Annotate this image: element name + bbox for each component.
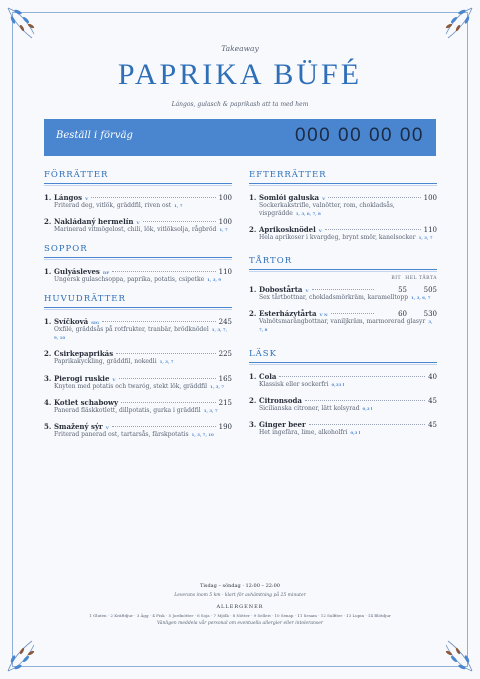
allergens-list: 1 Gluten · 2 Kräftdjur · 3 Ägg · 4 Fisk · 5 Jordnötter · 6 Soja · 7 Mjölk · 8 Nötter · 9 Selleri · 10 Senap · 11 Sesam · 12 Sulfiter · 13 Lupin · 14 Blötdjur (89, 613, 391, 618)
menu-item (249, 285, 437, 302)
dot-leader (305, 400, 425, 401)
section-heading: EFTERRÄTTER (249, 170, 437, 184)
menu-item-row (249, 420, 437, 429)
item-description-text: Klassisk eller sockerfri (259, 380, 329, 388)
menu-item (44, 398, 232, 415)
menu-item-row (44, 398, 232, 407)
dot-leader (102, 321, 215, 322)
item-name: Citronsoda (259, 395, 302, 405)
restaurant-title: PAPRIKA BÜFÉ (117, 58, 363, 91)
section-tartor (249, 256, 437, 334)
opening-hours: Tisdag – söndag · 12:00 – 22:00 (199, 583, 280, 589)
footer (0, 583, 480, 626)
item-description-text: Sockerkakstrifle, valnötter, rom, chokladsås, vispgrädde (259, 202, 395, 218)
dot-leader (116, 353, 215, 354)
menu-item-row (44, 374, 232, 383)
order-label: Beställ i förväg (56, 130, 133, 141)
item-price: 100 (423, 194, 437, 202)
item-number: 2. (44, 349, 52, 359)
item-description-text: Valnötsmarängbottnar, vaniljkräm, marmorerad glasyr (259, 318, 426, 326)
item-price: 45 (428, 420, 437, 429)
allergens-heading: ALLERGENER (216, 604, 264, 610)
allergen-codes: 0,3 l (350, 429, 361, 435)
item-price: 100 (218, 194, 232, 202)
item-description (259, 318, 437, 334)
allergens-note: Vänligen meddela vår personal om eventuella allergier eller intoleranser (156, 621, 324, 626)
leaf-ornament-icon (416, 4, 476, 64)
allergen-codes: 1, 3, 7 (203, 407, 218, 413)
item-number: 1. (249, 371, 257, 381)
diet-tag: V (105, 424, 109, 430)
diet-tag: V (136, 220, 140, 226)
item-description-text: Knyten med potatis och twaróg, stekt lök, gräddfil (54, 382, 208, 390)
item-name: Csirkepaprikás (54, 349, 114, 359)
right-column (249, 170, 437, 447)
item-description-text: Sex tårtbottnar, chokladsmörkräm, karamelltopp (259, 294, 409, 302)
item-price: 225 (218, 350, 232, 359)
allergen-codes: 1, 3, 7, 9, 10 (54, 327, 228, 341)
item-name: Svíčková (54, 317, 89, 327)
item-description-text: Friterad panerad ost, tartarsås, färskpotatis (54, 430, 189, 438)
item-description-text: Hela aprikoser i kvargdeg, brynt smör, kanelsocker (259, 234, 416, 242)
item-description (54, 276, 232, 284)
delivery-note: Leverans inom 5 km · klart för avhämtning på 25 minuter (174, 593, 306, 598)
menu-item (249, 193, 437, 218)
item-number: 1. (44, 267, 52, 277)
price-slice: 55 (398, 286, 407, 295)
item-name: Kotlet schabowy (54, 397, 119, 407)
menu-item-row (249, 225, 437, 234)
left-column (44, 170, 232, 449)
dot-leader (143, 221, 216, 222)
dot-leader (331, 313, 374, 314)
item-description (259, 429, 437, 437)
item-description-text: Friterad deg, vitlök, gräddfil, riven ost (54, 202, 172, 209)
item-description (54, 326, 232, 342)
dot-leader (112, 426, 216, 427)
size-label: BIT (391, 276, 401, 282)
item-description-text: Marinerad vitmögelost, chili, lök, vitlöksolja, rågbröd (54, 226, 217, 234)
item-number: 1. (249, 193, 257, 202)
allergen-codes: 1, 3, 6, 7, 8 (295, 211, 321, 217)
item-number: 4. (44, 397, 52, 407)
item-price: 245 (218, 318, 232, 327)
price-whole: 530 (423, 310, 437, 319)
item-name: Gulyásleves (54, 267, 100, 277)
section-heading: FÖRRÄTTER (44, 170, 232, 184)
item-number: 1. (249, 285, 257, 295)
menu-item-row (44, 317, 232, 326)
menu-item-row (44, 267, 232, 276)
dot-leader (119, 378, 216, 379)
item-name: Lángos (54, 193, 83, 202)
section-forratter (44, 170, 232, 234)
item-number: 1. (44, 193, 52, 202)
section-efterratter (249, 170, 437, 242)
menu-item (44, 349, 232, 366)
item-description-text: Het ingefära, lime, alkoholfri (259, 428, 348, 436)
item-description-text: Panerad fläskkotlett, dillpotatis, gurka i gräddfil (54, 406, 201, 414)
item-description (54, 226, 232, 234)
price-whole: 505 (423, 286, 437, 295)
menu-item (249, 309, 437, 334)
menu-item-row (44, 422, 232, 431)
allergen-codes: 0,33 l (331, 381, 345, 387)
kicker-text: Takeaway (221, 44, 259, 53)
item-name: Ginger beer (259, 419, 306, 429)
section-heading: SOPPOR (44, 244, 232, 258)
item-price: 110 (423, 226, 437, 235)
price-slice: 60 (398, 310, 407, 319)
item-price: 190 (218, 422, 232, 431)
item-description (54, 383, 232, 391)
allergen-codes: 1, 3, 7 (159, 359, 174, 365)
dot-leader (328, 197, 420, 198)
item-description (259, 381, 437, 389)
item-description (259, 202, 437, 218)
size-label: HEL TÅRTA (405, 276, 437, 282)
menu-item (44, 422, 232, 439)
dot-leader (312, 289, 374, 290)
dot-leader (279, 376, 425, 377)
menu-item (44, 193, 232, 210)
item-name: Cola (259, 371, 277, 381)
item-name: Somlói galuska (259, 193, 320, 202)
allergen-codes: 1, 3, 7 (418, 235, 433, 241)
dot-leader (121, 402, 216, 403)
size-labels (249, 276, 437, 281)
item-description-text: Paprikakyckling, gräddfil, nokedli (54, 358, 157, 366)
item-description-text: Sicilianska citroner, lätt kolsyrad (259, 404, 360, 412)
item-name: Smažený sýr (54, 421, 103, 431)
item-number: 1. (44, 317, 52, 327)
menu-item (249, 372, 437, 389)
menu-item (249, 225, 437, 242)
menu-item-row (44, 193, 232, 202)
menu-item-row (44, 349, 232, 358)
order-banner (44, 119, 436, 156)
item-number: 2. (249, 395, 257, 405)
item-price: 215 (218, 398, 232, 407)
diet-tag: V (318, 228, 322, 234)
item-price: 40 (428, 372, 437, 381)
item-price: 110 (218, 268, 232, 277)
diet-tag: SIG (91, 320, 100, 326)
dot-leader (309, 424, 425, 425)
item-description (259, 405, 437, 413)
allergen-codes: 0,3 l (362, 405, 373, 411)
menu-item-row (249, 309, 437, 318)
item-price: 100 (218, 218, 232, 227)
section-lask (249, 349, 437, 437)
item-name: Aprikosknödel (259, 225, 316, 235)
item-name: Nakládaný hermelín (54, 217, 134, 227)
item-number: 3. (44, 373, 52, 383)
allergen-codes: 1, 3, 7, 10 (191, 431, 214, 437)
menu-item-row (249, 285, 437, 294)
diet-tag: V (305, 288, 309, 294)
section-heading: TÅRTOR (249, 256, 437, 270)
item-description (54, 358, 232, 366)
section-heading: LÄSK (249, 349, 437, 363)
item-number: 2. (249, 225, 257, 235)
menu-item (44, 267, 232, 284)
dot-leader (91, 197, 215, 198)
item-description (54, 407, 232, 415)
menu-item (44, 317, 232, 342)
menu-item (249, 420, 437, 437)
diet-tag: V (112, 376, 116, 382)
item-description (259, 294, 437, 302)
menu-item (249, 396, 437, 413)
tagline: Lángos, gulasch & paprikash att ta med hem (171, 101, 309, 108)
allergen-codes: 1, 3, 7 (210, 383, 225, 389)
diet-tag: DF (102, 270, 110, 276)
leaf-ornament-icon (4, 4, 64, 64)
item-number: 5. (44, 421, 52, 431)
diet-tag: V N (319, 312, 328, 318)
item-price: 165 (218, 374, 232, 383)
diet-tag: V (85, 196, 89, 201)
menu-item-row (249, 396, 437, 405)
dot-leader (112, 271, 215, 272)
menu-item (44, 374, 232, 391)
item-description (259, 234, 437, 242)
item-description-text: Oxfilé, gräddsås på rotfrukter, tranbär, brödknödel (54, 326, 209, 334)
item-number: 3. (249, 419, 257, 429)
item-number: 2. (249, 309, 257, 319)
phone-number[interactable]: 000 00 00 00 (295, 125, 424, 146)
item-description (54, 202, 232, 210)
item-name: Dobostårta (259, 285, 303, 295)
allergen-codes: 1, 7 (219, 227, 228, 233)
item-name: Esterházytårta (259, 309, 317, 319)
menu-item-row (249, 193, 437, 202)
dot-leader (325, 229, 421, 230)
section-huvudratter (44, 294, 232, 439)
section-soppor (44, 244, 232, 284)
item-number: 2. (44, 217, 52, 227)
item-description-text: Ungersk gulaschsoppa, paprika, potatis, csipetke (54, 276, 205, 284)
allergen-codes: 1, 7 (174, 203, 183, 208)
item-price: 45 (428, 396, 437, 405)
menu-item (44, 217, 232, 234)
menu-item-row (249, 372, 437, 381)
section-heading: HUVUDRÄTTER (44, 294, 232, 308)
item-description (54, 431, 232, 439)
allergen-codes: 1, 3, 9 (207, 277, 222, 283)
allergen-codes: 1, 3, 6, 7 (411, 295, 431, 301)
diet-tag: V (322, 196, 326, 201)
menu-item-row (44, 217, 232, 226)
item-name: Pierogi ruskie (54, 373, 110, 383)
allergen-codes: 3, 7, 8 (259, 319, 433, 333)
